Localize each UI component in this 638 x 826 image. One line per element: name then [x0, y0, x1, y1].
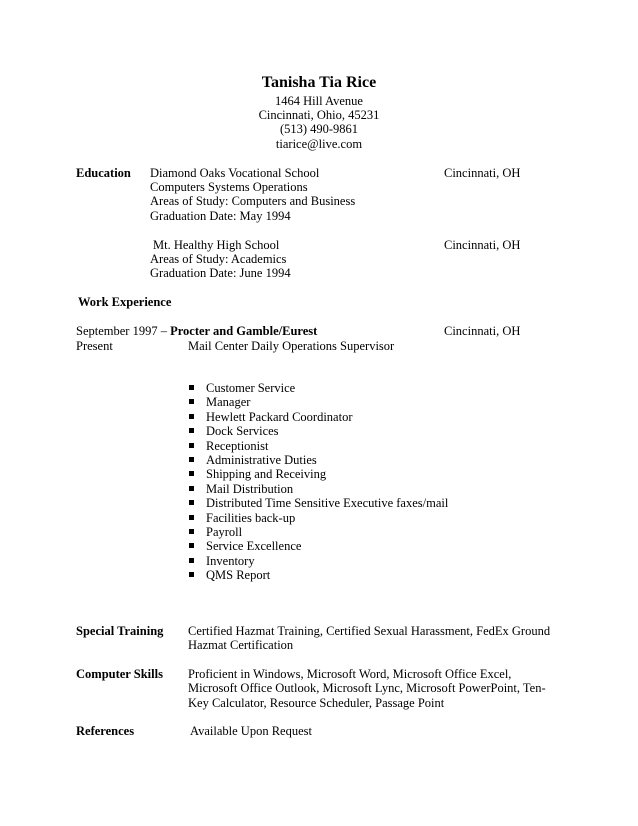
bullet-icon [189, 529, 194, 534]
skills-line-2: Microsoft Office Outlook, Microsoft Lync, Microsoft PowerPoint, Ten- [188, 681, 546, 695]
school2-graduation: Graduation Date: June 1994 [150, 266, 291, 280]
training-heading: Special Training [76, 624, 164, 638]
work-title: Mail Center Daily Operations Supervisor [188, 339, 395, 353]
skills-line-1: Proficient in Windows, Microsoft Word, Microsoft Office Excel, [188, 667, 512, 681]
duty-text: Shipping and Receiving [206, 467, 327, 482]
bullet-icon [189, 428, 194, 433]
work-dates-start: September 1997 – [76, 324, 171, 338]
training-line-1: Certified Hazmat Training, Certified Sexual Harassment, FedEx Ground [188, 624, 551, 638]
bullet-icon [189, 558, 194, 563]
list-item [188, 453, 448, 467]
duty-text: Inventory [206, 553, 255, 568]
work-employer: Procter and Gamble/Eurest [170, 324, 318, 338]
duty-text: Customer Service [206, 381, 296, 395]
education-heading: Education [76, 166, 131, 180]
list-item [188, 525, 448, 539]
bullet-icon [189, 457, 194, 462]
references-text: Available Upon Request [190, 724, 312, 738]
email-line: tiarice@live.com [275, 137, 363, 151]
duty-text: Mail Distribution [206, 481, 294, 496]
list-item [188, 482, 448, 496]
bullet-icon [189, 471, 194, 476]
duty-text: Receptionist [206, 438, 269, 453]
list-item [188, 496, 448, 510]
work-location: Cincinnati, OH [444, 324, 521, 338]
duty-text: Facilities back-up [206, 510, 296, 525]
school1-name: Diamond Oaks Vocational School [150, 166, 320, 180]
list-item [188, 395, 448, 409]
phone-line: (513) 490-9861 [279, 122, 359, 136]
school1-graduation: Graduation Date: May 1994 [150, 209, 291, 223]
duty-text: Payroll [206, 524, 243, 539]
duty-text: Manager [206, 395, 251, 410]
city-line: Cincinnati, Ohio, 45231 [258, 108, 380, 122]
duty-text: Service Excellence [206, 539, 302, 554]
training-line-2: Hazmat Certification [188, 638, 294, 652]
skills-line-3: Key Calculator, Resource Scheduler, Passage Point [188, 696, 445, 710]
bullet-icon [189, 500, 194, 505]
bullet-icon [189, 443, 194, 448]
bullet-icon [189, 543, 194, 548]
work-dates-end: Present [76, 339, 113, 353]
school1-location: Cincinnati, OH [444, 166, 521, 180]
duty-text: Dock Services [206, 424, 279, 439]
list-item [188, 554, 448, 568]
bullet-icon [189, 486, 194, 491]
skills-heading: Computer Skills [76, 667, 163, 681]
school2-areas: Areas of Study: Academics [150, 252, 287, 266]
references-heading: References [76, 724, 135, 738]
duty-text: Administrative Duties [206, 452, 317, 467]
address-line: 1464 Hill Avenue [275, 94, 363, 108]
list-item [188, 539, 448, 553]
bullet-icon [189, 515, 194, 520]
duties-list [188, 381, 448, 582]
school2-name: Mt. Healthy High School [153, 238, 280, 252]
bullet-icon [189, 414, 194, 419]
bullet-icon [189, 572, 194, 577]
list-item [188, 381, 448, 395]
bullet-icon [189, 399, 194, 404]
school1-program: Computers Systems Operations [150, 180, 308, 194]
school2-location: Cincinnati, OH [444, 238, 521, 252]
list-item [188, 410, 448, 424]
list-item [188, 424, 448, 438]
list-item [188, 439, 448, 453]
list-item [188, 511, 448, 525]
work-heading: Work Experience [78, 295, 172, 309]
resume-name: Tanisha Tia Rice [261, 74, 377, 91]
work-dates-line [76, 324, 317, 338]
list-item [188, 568, 448, 582]
school1-areas: Areas of Study: Computers and Business [150, 194, 356, 208]
bullet-icon [189, 385, 194, 390]
list-item [188, 467, 448, 481]
duty-text: Hewlett Packard Coordinator [206, 409, 353, 424]
duty-text: Distributed Time Sensitive Executive faxes/mail [206, 496, 449, 511]
duty-text: QMS Report [206, 568, 271, 583]
